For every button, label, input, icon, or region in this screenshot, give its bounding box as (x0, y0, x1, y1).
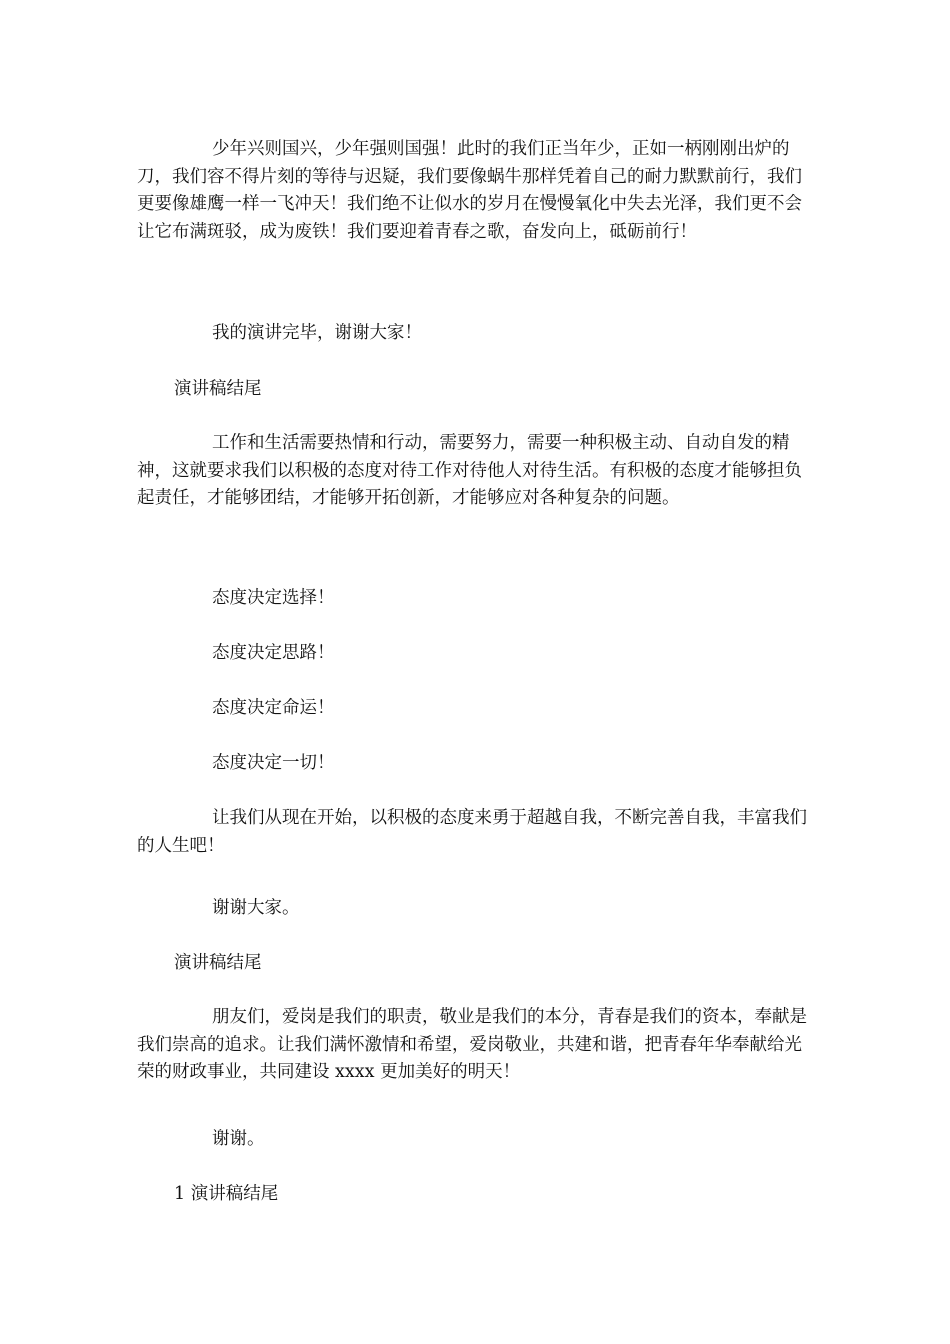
paragraph-start-now: 让我们从现在开始，以积极的态度来勇于超越自我，不断完善自我，丰富我们的人生吧！ (137, 808, 807, 856)
slogan-line: 态度决定一切！ (212, 753, 335, 773)
paragraph-thanks-short: 谢谢。 (212, 1129, 265, 1149)
section-heading: 演讲稿结尾 (174, 953, 262, 973)
slogan-line: 态度决定命运！ (212, 698, 335, 718)
slogan-line: 态度决定选择！ (212, 588, 335, 608)
paragraph-attitude: 工作和生活需要热情和行动，需要努力，需要一种积极主动、自动自发的精神，这就要求我们以积极的态度对待工作对待他人对待生活。有积极的态度才能够担负起责任，才能够团结，才能够开拓创新，才能够应对各种复杂的问题。 (137, 433, 802, 508)
paragraph-thanks: 谢谢大家。 (212, 898, 300, 918)
paragraph-youth: 少年兴则国兴，少年强则国强！此时的我们正当年少，正如一柄刚刚出炉的刀，我们容不得片刻的等待与迟疑，我们要像蜗牛那样凭着自己的耐力默默前行，我们更要像雄鹰一样一飞冲天！我们绝不让似水的岁月在慢慢氧化中失去光泽，我们更不会让它布满斑驳，成为废铁！我们要迎着青春之歌，奋发向上，砥砺前行！ (137, 139, 802, 242)
slogan-line: 态度决定思路！ (212, 643, 335, 663)
section-heading: 1 演讲稿结尾 (174, 1184, 279, 1204)
paragraph-speech-end: 我的演讲完毕，谢谢大家！ (212, 323, 422, 343)
paragraph-friends: 朋友们，爱岗是我们的职责，敬业是我们的本分，青春是我们的资本，奉献是我们崇高的追求。让我们满怀激情和希望，爱岗敬业，共建和谐，把青春年华奉献给光荣的财政事业，共同建设 xxxx 更加美好的明天！ (137, 1007, 807, 1082)
section-heading: 演讲稿结尾 (174, 379, 262, 399)
